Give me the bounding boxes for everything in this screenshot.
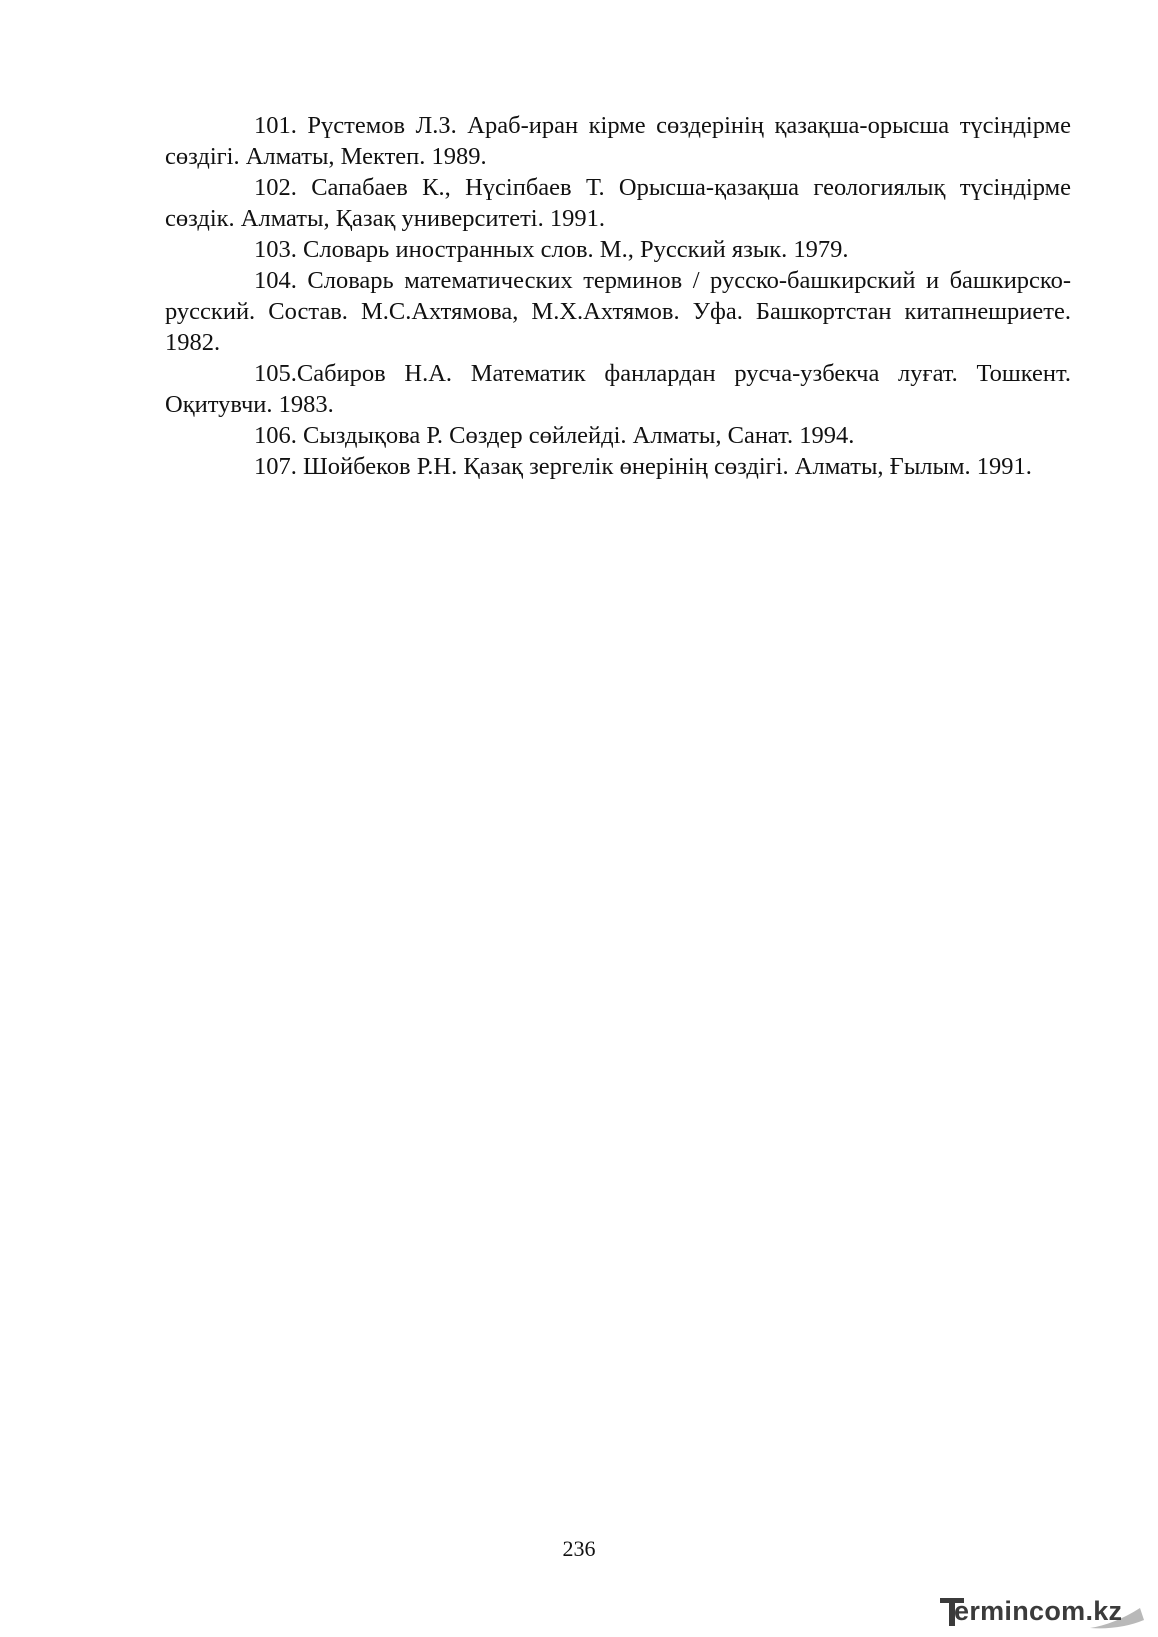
reference-item-101: 101. Рүстемов Л.З. Араб-иран кірме сөздерінің қазақша-орысша түсіндірме сөздігі. Алматы, Мектеп. 1989. [165, 112, 1071, 170]
reference-item-105: 105.Сабиров Н.А. Математик фанлардан русча-узбекча луғат. Тошкент. Оқитувчи. 1983. [165, 360, 1071, 418]
site-watermark-logo [940, 1594, 1150, 1634]
page-number: 236 [562, 1536, 596, 1561]
reference-item-104: 104. Словарь математических терминов / русско-башкирский и башкирско-русский. Состав. М.С.Ахтямова, М.Х.Ахтямов. Уфа. Башкортстан китапнешриете. 1982. [165, 267, 1071, 356]
reference-item-103: 103. Словарь иностранных слов. М., Русский язык. 1979. [254, 236, 849, 263]
reference-item-107: 107. Шойбеков Р.Н. Қазақ зергелік өнерінің сөздігі. Алматы, Ғылым. 1991. [254, 453, 1032, 480]
watermark-text: ermincom.kz [954, 1596, 1123, 1626]
reference-item-102: 102. Сапабаев К., Нүсіпбаев Т. Орысша-қазақша геологиялық түсіндірме сөздік. Алматы, Қазақ университеті. 1991. [165, 174, 1071, 232]
reference-item-106: 106. Сыздықова Р. Сөздер сөйлейді. Алматы, Санат. 1994. [254, 422, 855, 449]
reference-list [165, 110, 1071, 482]
